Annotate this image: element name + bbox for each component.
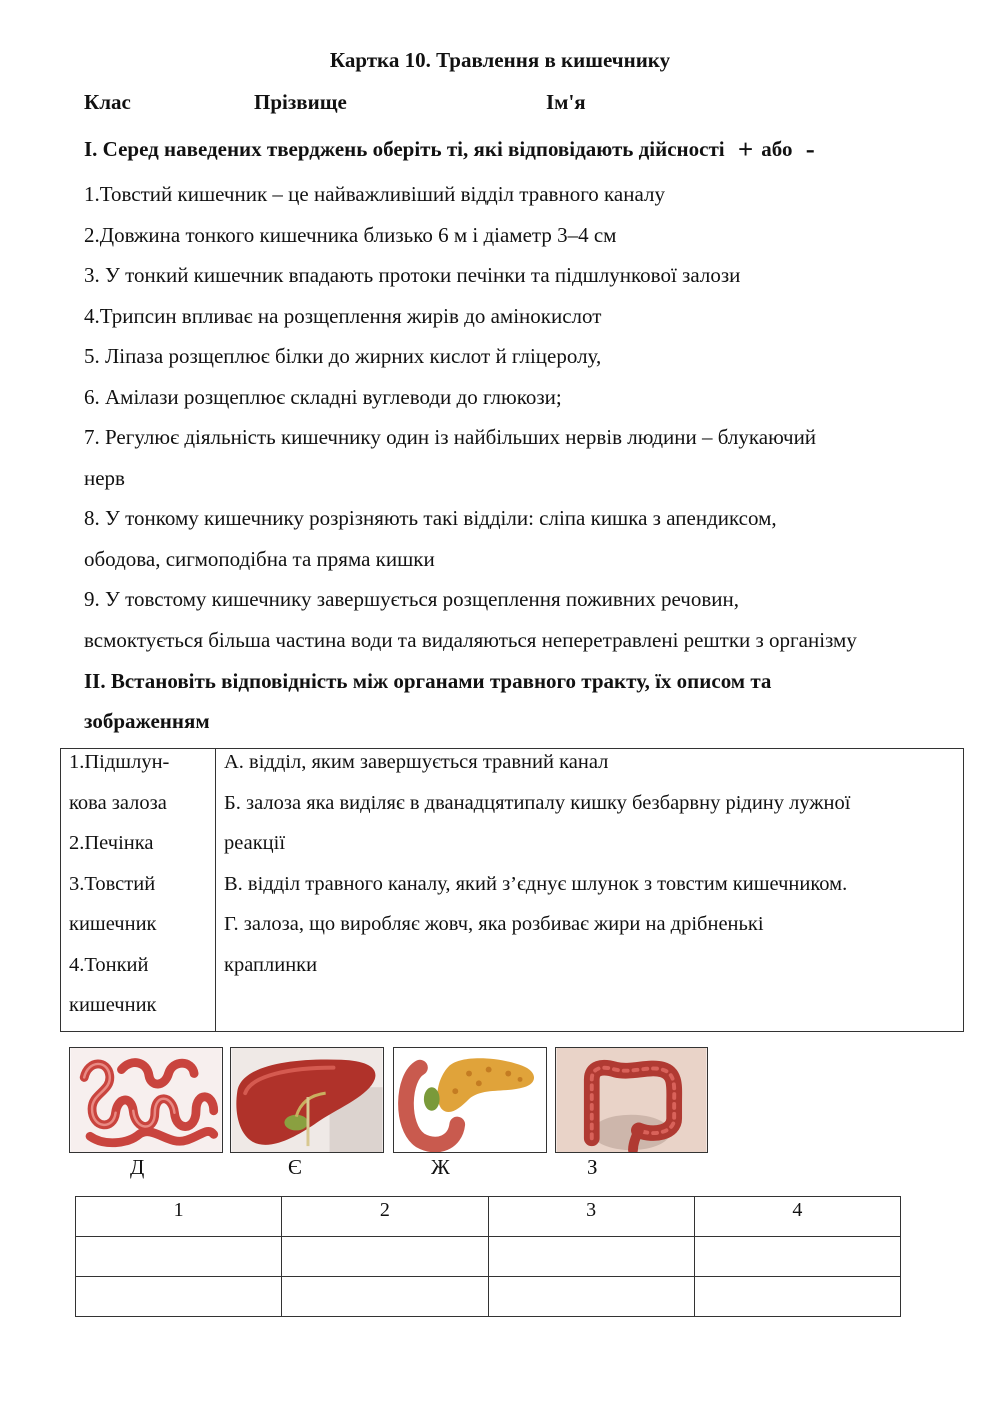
answer-row-description <box>76 1237 901 1277</box>
answer-cell[interactable] <box>76 1237 282 1277</box>
section2-heading-cont: зображенням <box>84 709 210 733</box>
answer-cell[interactable] <box>76 1277 282 1317</box>
image-letter-z: З <box>587 1155 598 1179</box>
description-v: В. відділ травного каналу, який з’єднує шлунок з товстим кишечником. <box>224 873 848 895</box>
image-letter-zh: Ж <box>431 1155 450 1179</box>
large-intestine-icon <box>556 1048 707 1152</box>
organ-1: 1.Підшлун- <box>69 751 170 773</box>
answer-cell[interactable] <box>488 1237 694 1277</box>
name-label: Ім'я <box>546 90 586 114</box>
section1-heading <box>84 134 823 165</box>
organ-4: 4.Тонкий <box>69 954 149 976</box>
plus-sign: + <box>737 134 754 164</box>
answer-cell[interactable] <box>694 1277 900 1317</box>
surname-label: Прізвище <box>254 90 347 114</box>
small-intestine-image <box>69 1047 223 1153</box>
answer-table <box>75 1196 901 1317</box>
description-g: Г. залоза, що виробляє жовч, яка розбиває жири на дрібненькі <box>224 913 764 935</box>
liver-icon <box>231 1048 383 1152</box>
section2-heading: ІІ. Встановіть відповідність між органами травного тракту, їх описом та <box>84 669 772 693</box>
image-letter-ye: Є <box>288 1155 302 1179</box>
liver-image <box>230 1047 384 1153</box>
description-a: А. відділ, яким завершується травний канал <box>224 751 609 773</box>
statement-5: 5. Ліпаза розщеплює білки до жирних кислот й гліцеролу, <box>84 344 602 368</box>
small-intestine-icon <box>70 1048 222 1152</box>
answer-header-row <box>76 1197 901 1237</box>
answer-header-1: 1 <box>76 1197 282 1237</box>
page-title: Картка 10. Травлення в кишечнику <box>329 48 671 72</box>
answer-cell[interactable] <box>694 1237 900 1277</box>
statement-2: 2.Довжина тонкого кишечника близько 6 м і діаметр 3–4 см <box>84 223 617 247</box>
statement-7-cont: нерв <box>84 466 125 490</box>
statement-9: 9. У товстому кишечнику завершується розщеплення поживних речовин, <box>84 587 739 611</box>
organ-2: 2.Печінка <box>69 832 154 854</box>
statement-7: 7. Регулює діяльність кишечнику один із найбільших нервів людини – блукаючий <box>84 425 817 449</box>
answer-cell[interactable] <box>488 1277 694 1317</box>
pancreas-icon <box>394 1048 546 1152</box>
organ-3: 3.Товстий <box>69 873 156 895</box>
or-word: або <box>761 137 793 161</box>
description-g-cont: краплинки <box>224 954 318 976</box>
description-b: Б. залоза яка виділяє в дванадцятипалу кишку безбарвну рідину лужної <box>224 792 851 814</box>
answer-cell[interactable] <box>282 1237 488 1277</box>
image-letter-d: Д <box>130 1155 145 1179</box>
answer-row-image <box>76 1277 901 1317</box>
section1-heading-text: І. Серед наведених тверджень оберіть ті, які відповідають дійсності <box>84 137 725 161</box>
statement-6: 6. Амілази розщеплює складні вуглеводи до глюкози; <box>84 385 562 409</box>
pancreas-image <box>393 1047 547 1153</box>
answer-header-3: 3 <box>488 1197 694 1237</box>
table-divider <box>215 749 216 1031</box>
answer-header-4: 4 <box>694 1197 900 1237</box>
class-label: Клас <box>84 90 131 114</box>
statement-4: 4.Трипсин впливає на розщеплення жирів до амінокислот <box>84 304 602 328</box>
matching-table <box>60 748 964 1032</box>
organ-4-cont: кишечник <box>69 994 157 1016</box>
statement-8: 8. У тонкому кишечнику розрізняють такі відділи: сліпа кишка з апендиксом, <box>84 506 777 530</box>
minus-sign: - <box>805 134 815 164</box>
statement-9-cont: всмоктується більша частина води та видаляються неперетравлені рештки з організму <box>84 628 857 652</box>
statement-3: 3. У тонкий кишечник впадають протоки печінки та підшлункової залози <box>84 263 741 287</box>
answer-cell[interactable] <box>282 1277 488 1317</box>
statement-8-cont: ободова, сигмоподібна та пряма кишки <box>84 547 435 571</box>
large-intestine-image <box>555 1047 708 1153</box>
answer-header-2: 2 <box>282 1197 488 1237</box>
description-b-cont: реакції <box>224 832 286 854</box>
organ-1-cont: кова залоза <box>69 792 167 814</box>
organ-3-cont: кишечник <box>69 913 157 935</box>
statement-1: 1.Товстий кишечник – це найважливіший відділ травного каналу <box>84 182 665 206</box>
